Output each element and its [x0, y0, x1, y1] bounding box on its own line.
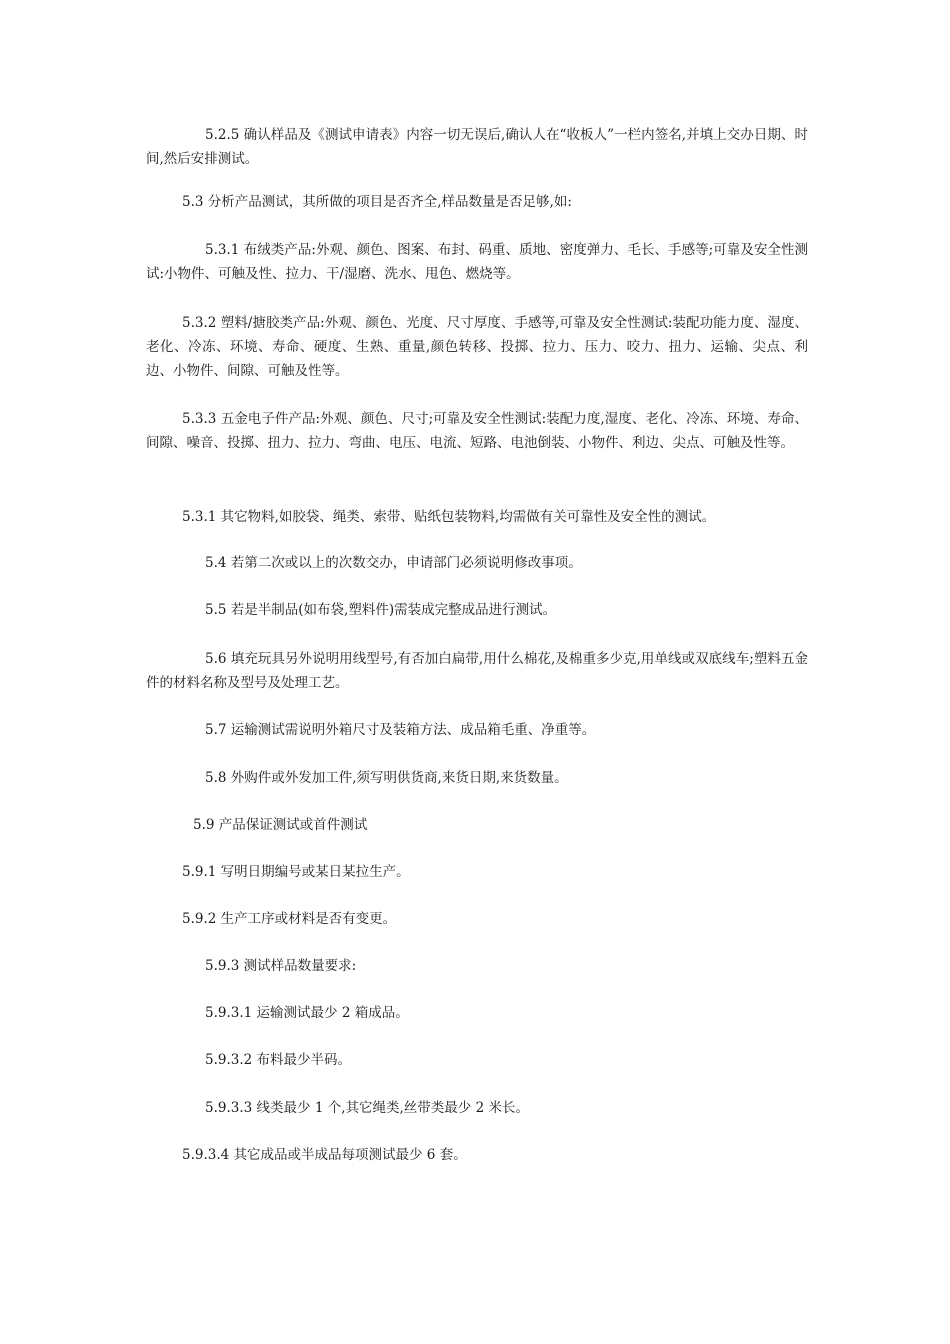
- paragraph-5-9-3-2: 5.9.3.2 布料最少半码。: [205, 1052, 352, 1068]
- paragraph-5-9-1: 5.9.1 写明日期编号或某日某拉生产。: [182, 864, 410, 880]
- paragraph-5-3-1-fabric: 5.3.1 布绒类产品:外观、颜色、图案、布封、码重、质地、密度弹力、毛长、手感等;可靠及安全性测试:小物件、可触及性、拉力、干/湿磨、洗水、甩色、燃烧等。: [146, 242, 808, 282]
- paragraph-5-8: 5.8 外购件或外发加工件,须写明供货商,来货日期,来货数量。: [205, 770, 568, 786]
- paragraph-5-9-3-4: 5.9.3.4 其它成品或半成品每项测试最少 6 套。: [182, 1147, 467, 1163]
- paragraph-5-7: 5.7 运输测试需说明外箱尺寸及装箱方法、成品箱毛重、净重等。: [205, 722, 596, 738]
- paragraph-5-5: 5.5 若是半制品(如布袋,塑料件)需装成完整成品进行测试。: [205, 602, 557, 618]
- paragraph-5-4: 5.4 若第二次或以上的次数交办，申请部门必须说明修改事项。: [205, 555, 582, 571]
- paragraph-5-3-2: 5.3.2 塑料/搪胶类产品:外观、颜色、光度、尺寸厚度、手感等,可靠及安全性测试:装配功能力度、湿度、老化、冷冻、环境、寿命、硬度、生熟、重量,颜色转移、投掷、拉力、压力、咬力、扭力、运输、尖点、利边、小物件、间隙、可触及性等。: [146, 315, 808, 379]
- paragraph-5-3-3: 5.3.3 五金电子件产品:外观、颜色、尺寸;可靠及安全性测试:装配力度,湿度、老化、冷冻、环境、寿命、间隙、噪音、投掷、扭力、拉力、弯曲、电压、电流、短路、电池倒装、小物件、利边、尖点、可触及性等。: [146, 411, 808, 451]
- paragraph-5-6: 5.6 填充玩具另外说明用线型号,有否加白扁带,用什么棉花,及棉重多少克,用单线或双底线车;塑料五金件的材料名称及型号及处理工艺。: [146, 651, 808, 691]
- paragraph-5-9-3-3: 5.9.3.3 线类最少 1 个,其它绳类,丝带类最少 2 米长。: [205, 1100, 529, 1116]
- paragraph-5-3: 5.3 分析产品测试，其所做的项目是否齐全,样品数量是否足够,如:: [182, 194, 572, 210]
- paragraph-5-2-5: 5.2.5 确认样品及《测试申请表》内容一切无误后,确认人在“收板人”一栏内签名,并填上交办日期、时间,然后安排测试。: [146, 127, 808, 167]
- paragraph-5-9-3-1: 5.9.3.1 运输测试最少 2 箱成品。: [205, 1005, 409, 1021]
- paragraph-5-9-2: 5.9.2 生产工序或材料是否有变更。: [182, 911, 397, 927]
- paragraph-5-9-3: 5.9.3 测试样品数量要求:: [205, 958, 357, 974]
- paragraph-5-3-1-other: 5.3.1 其它物料,如胶袋、绳类、索带、贴纸包装物料,均需做有关可靠性及安全性的测试。: [182, 509, 716, 525]
- paragraph-5-9: 5.9 产品保证测试或首件测试: [193, 817, 368, 833]
